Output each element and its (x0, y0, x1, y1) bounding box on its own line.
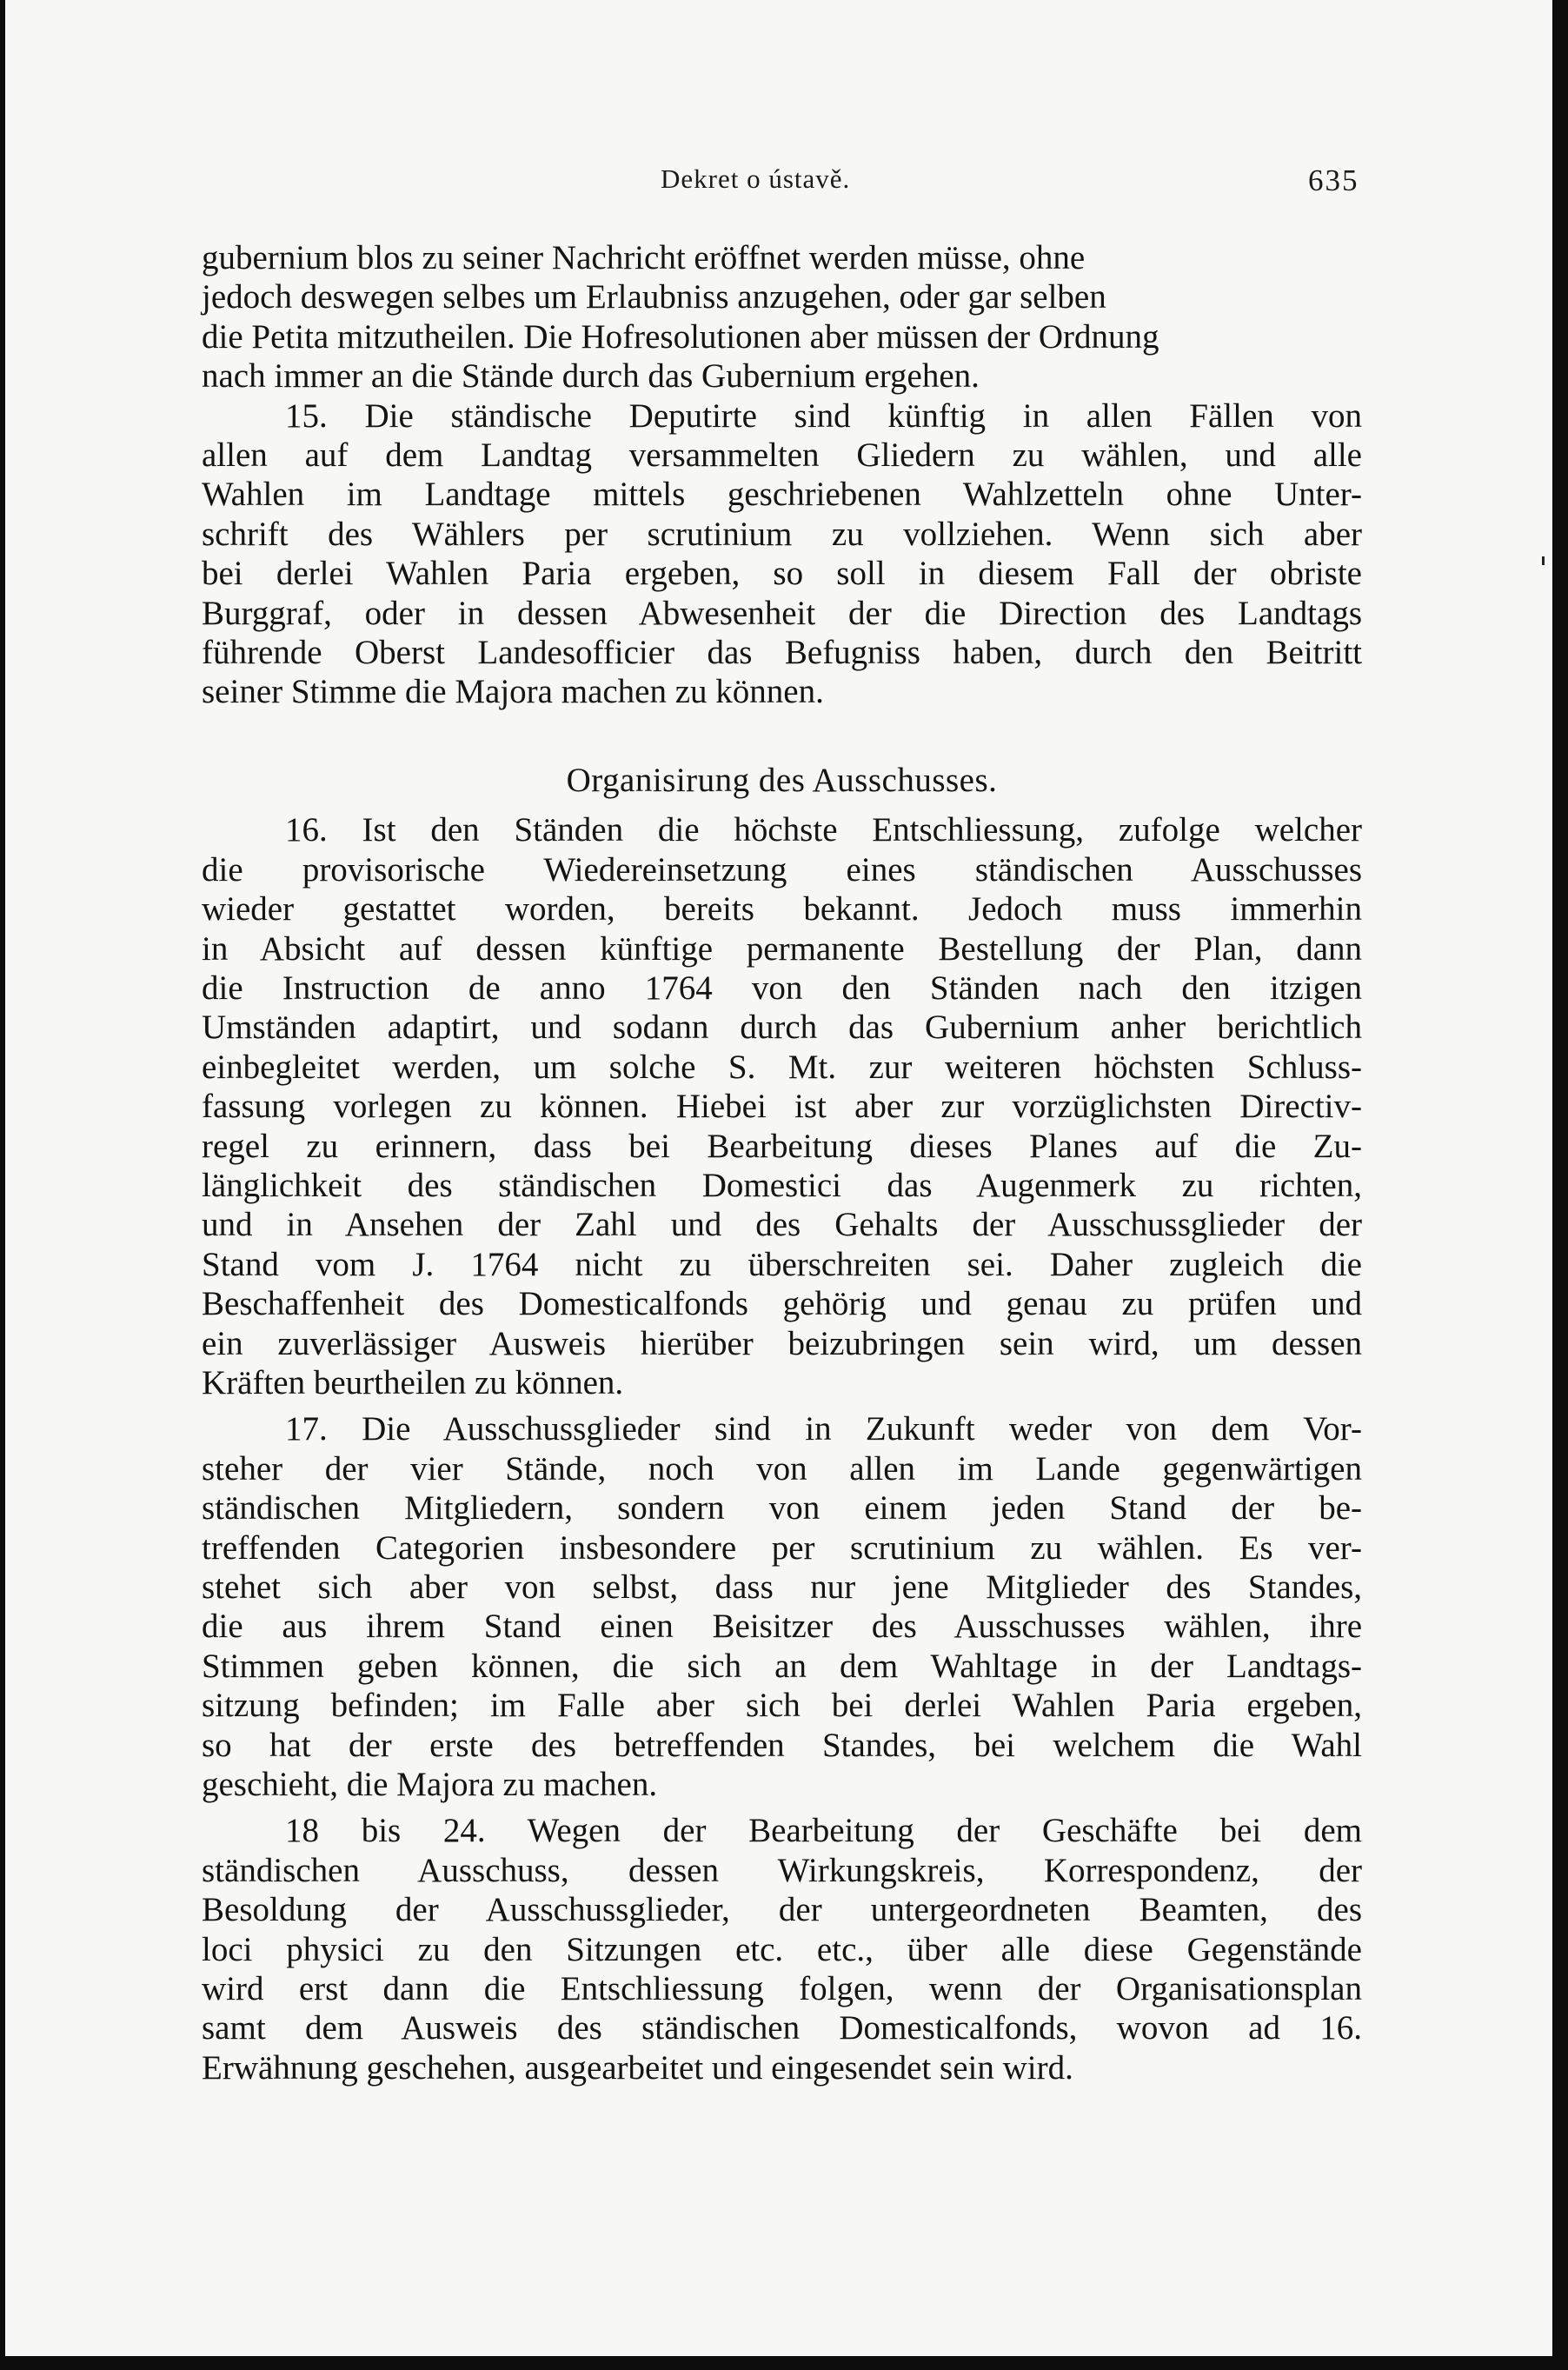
text-line: bei derlei Wahlen Paria ergeben, so soll in diesem Fall der obriste (202, 555, 1362, 593)
page-number: 635 (1308, 163, 1359, 197)
text-line: die provisorische Wiedereinsetzung eines ständischen Ausschusses (202, 850, 1362, 889)
text-line: sitzung befinden; im Falle aber sich bei derlei Wahlen Paria ergeben, (202, 1687, 1362, 1725)
text-line: ein zuverlässiger Ausweis hierüber beizubringen sein wird, um dessen (202, 1324, 1362, 1362)
running-head (5, 163, 1552, 207)
text-line: Besoldung der Ausschussglieder, der untergeordneten Beamten, des (202, 1891, 1362, 1929)
running-title: Dekret o ústavě. (661, 163, 851, 194)
text-line: jedoch deswegen selbes um Erlaubniss anzugehen, oder gar selben (202, 278, 1106, 316)
text-line: Stand vom J. 1764 nicht zu überschreiten sei. Daher zugleich die (202, 1245, 1362, 1283)
text-line: Burggraf, oder in dessen Abwesenheit der die Direction des Landtags (202, 594, 1362, 632)
text-line: ständischen Ausschuss, dessen Wirkungskreis, Korrespondenz, der (202, 1851, 1362, 1889)
text-line: wird erst dann die Entschliessung folgen, wenn der Organisationsplan (202, 1970, 1362, 2008)
text-line: treffenden Categorien insbesondere per scrutinium zu wählen. Es ver- (202, 1528, 1362, 1567)
text-line: 15. Die ständische Deputirte sind künftig in allen Fällen von (285, 396, 1362, 435)
text-line: ständischen Mitgliedern, sondern von einem jeden Stand der be- (202, 1489, 1362, 1528)
document-page (5, 0, 1552, 2356)
paragraph-17 (202, 1409, 1362, 1804)
text-line: nach immer an die Stände durch das Gubernium ergehen. (202, 357, 980, 396)
text-line: samt dem Ausweis des ständischen Domesticalfonds, wovon ad 16. (202, 2009, 1362, 2047)
text-line: länglichkeit des ständischen Domestici das Augenmerk zu richten, (202, 1166, 1362, 1204)
text-line: 17. Die Ausschussglieder sind in Zukunft weder von dem Vor- (285, 1410, 1362, 1448)
paragraph-15 (202, 396, 1362, 712)
paragraph-intro (202, 238, 1362, 396)
text-line: geschieht, die Majora zu machen. (202, 1766, 658, 1804)
text-line: Erwähnung geschehen, ausgearbeitet und eingesendet sein wird. (202, 2048, 1073, 2087)
text-line: in Absicht auf dessen künftige permanente Bestellung der Plan, dann (202, 929, 1362, 968)
scan-border-right (1552, 0, 1568, 2370)
text-line: loci physici zu den Sitzungen etc. etc., über alle diese Gegenstände (202, 1930, 1362, 1968)
text-line: steher der vier Stände, noch von allen im Lande gegenwärtigen (202, 1449, 1362, 1488)
text-line: Stimmen geben können, die sich an dem Wahltage in der Landtags- (202, 1647, 1362, 1685)
text-line: 16. Ist den Ständen die höchste Entschliessung, zufolge welcher (285, 811, 1362, 849)
scan-speck (1542, 556, 1545, 565)
paragraph-18-24 (202, 1811, 1362, 2087)
text-line: fassung vorlegen zu können. Hiebei ist aber zur vorzüglichsten Directiv- (202, 1088, 1362, 1126)
text-line: und in Ansehen der Zahl und des Gehalts der Ausschussglieder der (202, 1206, 1362, 1244)
text-line: Umständen adaptirt, und sodann durch das Gubernium anher berichtlich (202, 1009, 1362, 1047)
text-line: einbegleitet werden, um solche S. Mt. zur weiteren höchsten Schluss- (202, 1048, 1362, 1086)
text-line: gubernium blos zu seiner Nachricht eröffnet werden müsse, ohne (202, 239, 1086, 276)
text-line: so hat der erste des betreffenden Standes, bei welchem die Wahl (202, 1726, 1362, 1764)
text-line: die Instruction de anno 1764 von den Ständen nach den itzigen (202, 969, 1362, 1007)
paragraph-16 (202, 810, 1362, 1402)
section-heading: Organisirung des Ausschusses. (566, 761, 998, 799)
text-line: führende Oberst Landesofficier das Befugniss haben, durch den Beitritt (202, 634, 1362, 672)
text-line: regel zu erinnern, dass bei Bearbeitung dieses Planes auf die Zu- (202, 1127, 1362, 1165)
text-line: die aus ihrem Stand einen Beisitzer des Ausschusses wählen, ihre (202, 1608, 1362, 1646)
text-line: Wahlen im Landtage mittels geschriebenen Wahlzetteln ohne Unter- (202, 476, 1362, 514)
scan-border-bottom (0, 2356, 1568, 2370)
text-line: Kräften beurtheilen zu können. (202, 1363, 624, 1401)
text-line: seiner Stimme die Majora machen zu können. (202, 673, 824, 711)
text-line: die Petita mitzutheilen. Die Hofresolutionen aber müssen der Ordnung (202, 317, 1159, 356)
text-line: schrift des Wählers per scrutinium zu vollziehen. Wenn sich aber (202, 515, 1362, 553)
text-line: stehet sich aber von selbst, dass nur jene Mitglieder des Standes, (202, 1568, 1362, 1606)
text-line: 18 bis 24. Wegen der Bearbeitung der Geschäfte bei dem (285, 1812, 1362, 1850)
text-line: Beschaffenheit des Domesticalfonds gehörig und genau zu prüfen und (202, 1285, 1362, 1323)
text-line: allen auf dem Landtag versammelten Gliedern zu wählen, und alle (202, 436, 1362, 475)
text-line: wieder gestattet worden, bereits bekannt. Jedoch muss immerhin (202, 890, 1362, 929)
body-text (202, 238, 1362, 2087)
